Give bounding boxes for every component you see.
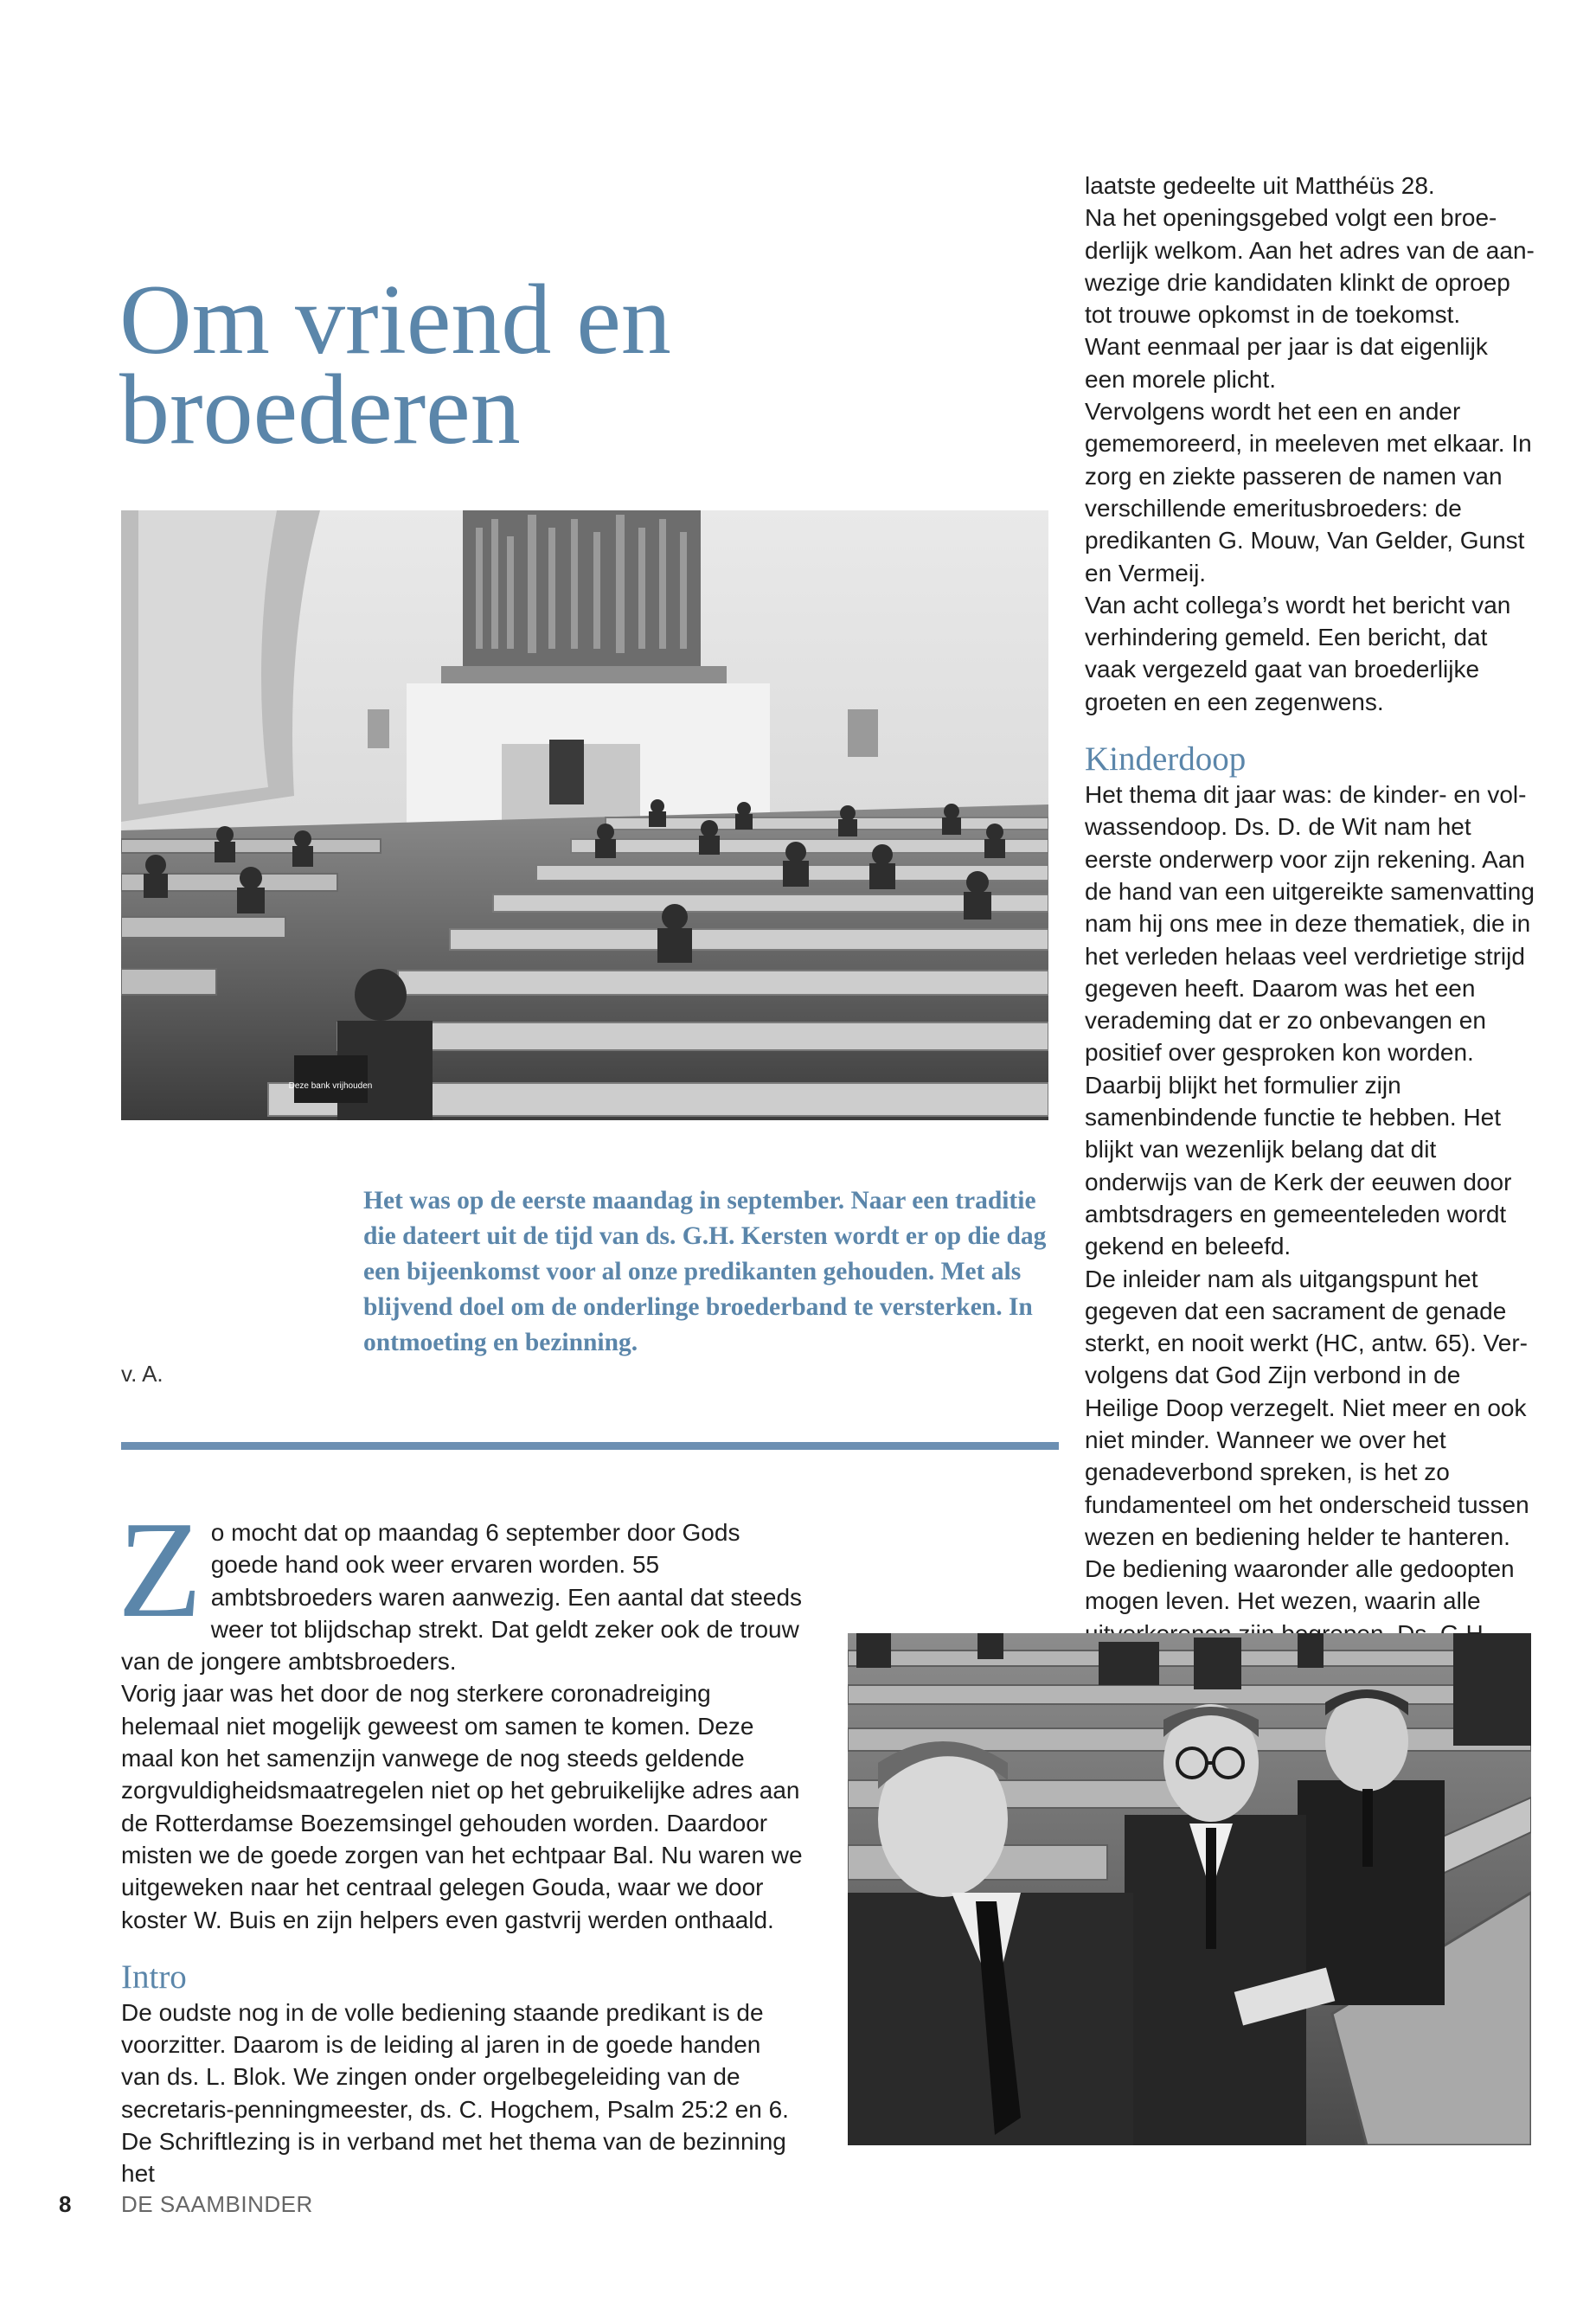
title-line-2: broederen — [119, 355, 521, 465]
church-interior-photo — [121, 510, 1048, 1120]
ministers-photo — [848, 1633, 1531, 2145]
left-body-column — [118, 1492, 804, 2190]
intro-paragraph-second: Vorig jaar was het door de nog sterkere coronadreiging helemaal niet mogelijk geweest om samen te komen. Deze maal kon het samenzijn vanwege de nog steeds geldende zorgvuldigheidsmaatregelen niet op het gebruikelijke adres aan de Rotterdamse Boezemsingel gehouden worden. Daardoor misten we de goede zorgen van het echtpaar Bal. Nu waren we uitgeweken naar het centraal gelegen Gouda, waar we door koster W. Buis en zijn helpers even gastvrij werden onthaald. — [121, 1680, 803, 1933]
section-intro-text: De oudste nog in de volle bediening staande predikant is de voorzitter. Daarom is de leiding al jaren in de goede handen van ds. L. Blok. We zingen onder orgelbegeleiding van de secretaris-penningmeester, ds. C. Hogchem, Psalm 25:2 en 6. De Schriftlezing is in verband met het thema van de bezinning het — [121, 1998, 789, 2188]
right-col-paragraph-3: Want eenmaal per jaar is dat eigenlijk een morele plicht. — [1085, 333, 1488, 393]
magazine-name: DE SAAMBINDER — [121, 2191, 313, 2217]
intro-paragraph-first-text: o mocht dat op maandag 6 september door Gods goede hand ook weer ervaren worden. 55 ambtsbroeders waren aanwezig. Een aantal dat steeds weer tot blijdschap strekt. Dat geldt zeker ook de trouw van de jongere ambtsbroeders. — [121, 1519, 803, 1676]
drop-cap: Z — [118, 1492, 202, 1646]
page-number: 8 — [59, 2191, 72, 2217]
author-credit: v. A. — [121, 1361, 163, 1387]
pew-sign-text: Deze bank vrijhouden — [288, 1081, 373, 1091]
title-line-1: Om vriend en — [119, 265, 671, 375]
divider-rule — [121, 1442, 1059, 1450]
intro-paragraph-first — [118, 1492, 804, 1677]
right-col-paragraph-1: laatste gedeelte uit Matthéüs 28. — [1085, 172, 1435, 199]
right-col-paragraph-4: Vervolgens wordt het een en ander gememoreerd, in meeleven met elkaar. In zorg en ziekte passeren de namen van verschillende emeritusbroeders: de predikanten G. Mouw, Van Gelder, Gunst en Vermeij. — [1085, 398, 1532, 586]
article-title — [119, 265, 1028, 465]
right-col-paragraph-2: Na het openingsgebed volgt een broederlijk welkom. Aan het adres van de aanwezige drie kandidaten klinkt de oproep tot trouwe opkomst in de toekomst. — [1085, 204, 1535, 329]
kinderdoop-paragraph-1: Het thema dit jaar was: de kinder- en volwassendoop. Ds. D. de Wit nam het eerste onderwerp voor zijn rekening. Aan de hand van een uitgereikte samenvatting nam hij ons mee in deze thematiek, die in het verleden helaas veel verdrietige strijd gegeven heeft. Daarom was het een verademing dat er zo onbevangen en positief over gesproken kon worden. Daarbij blijkt het formulier zijn samenbindende functie te hebben. Het blijkt van wezenlijk belang dat dit onderwijs van de Kerk der eeuwen door ambtsdragers en gemeenteleden wordt gekend en beleefd. — [1085, 781, 1535, 1260]
section-heading-intro: Intro — [121, 1958, 187, 1996]
kinderdoop-paragraph-2: De inleider nam als uitgangspunt het gegeven dat een sacrament de genade sterkt, en nooit werkt (HC, antw. 65). Vervolgens dat God Zijn verbond in de Heilige Doop verzegelt. Niet meer en ook niet minder. Wanneer we over het genadeverbond spreken, is het zo fundamenteel om het onderscheid tussen wezen en bediening helder te hanteren. De bediening waaronder alle gedoopten mogen leven. Het wezen, waarin alle — [1085, 1265, 1529, 1615]
article-lead: Het was op de eerste maandag in september. Naar een traditie die dateert uit de tijd van ds. G.H. Kersten wordt er op die dag een bijeenkomst voor al onze predikanten gehouden. Met als blijvend doel om de onderlinge broederband te versterken. In ontmoeting en bezinning. — [363, 1187, 1047, 1356]
right-col-paragraph-5: Van acht collega’s wordt het bericht van verhindering gemeld. Een bericht, dat vaak vergezeld gaat van broederlijke groeten en een zegenwens. — [1085, 591, 1511, 715]
right-body-column — [1085, 170, 1535, 1715]
section-heading-kinderdoop: Kinderdoop — [1085, 740, 1247, 779]
